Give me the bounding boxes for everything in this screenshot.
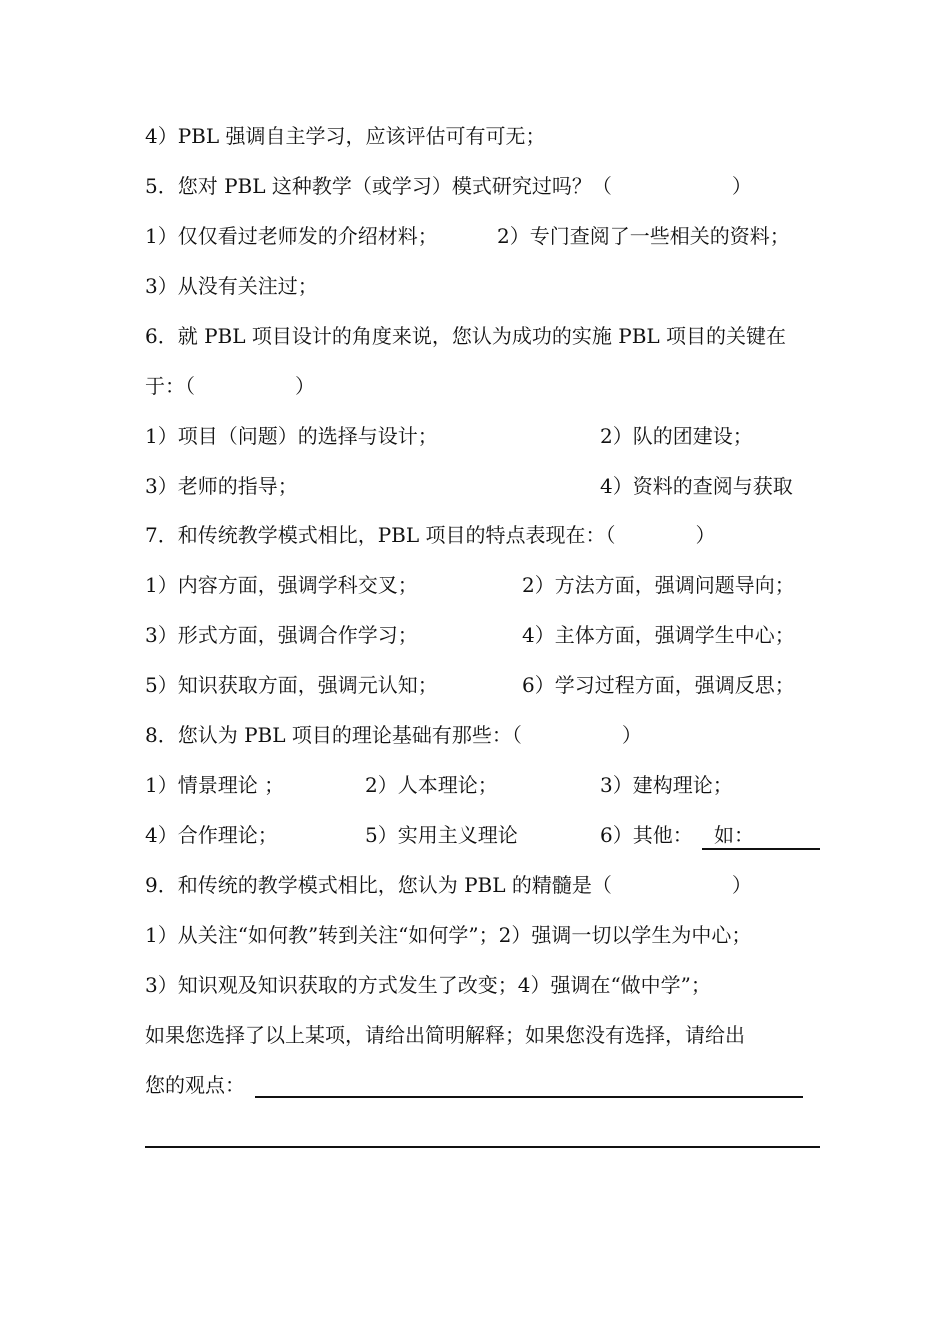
question-9-answer-blank-line-1[interactable]: [255, 1096, 803, 1098]
question-8-other-blank-line[interactable]: [702, 848, 820, 850]
question-7-stem: 7．和传统教学模式相比，PBL 项目的特点表现在：（ ）: [145, 523, 716, 547]
question-4-option-4: 4）PBL 强调自主学习，应该评估可有可无；: [145, 124, 546, 148]
question-5-option-2: 2）专门查阅了一些相关的资料；: [497, 224, 790, 248]
question-7-option-1: 1）内容方面，强调学科交叉；: [145, 573, 418, 597]
question-6-option-1: 1）项目（问题）的选择与设计；: [145, 424, 438, 448]
question-9-opinion-label: 您的观点：: [145, 1073, 245, 1097]
question-7-option-5: 5）知识获取方面，强调元认知；: [145, 673, 438, 697]
question-8-option-2: 2）人本理论；: [365, 773, 498, 797]
question-6-option-4: 4）资料的查阅与获取: [600, 474, 793, 498]
question-7-option-4: 4）主体方面，强调学生中心；: [522, 623, 795, 647]
question-8-stem: 8．您认为 PBL 项目的理论基础有那些：（ ）: [145, 723, 642, 747]
question-9-stem: 9．和传统的教学模式相比，您认为 PBL 的精髓是（ ）: [145, 873, 752, 897]
question-8-other-example: 如：: [714, 823, 754, 847]
question-5-option-1: 1）仅仅看过老师发的介绍材料；: [145, 224, 438, 248]
question-9-options-line-1: 1）从关注“如何教”转到关注“如何学”；2）强调一切以学生为中心；: [145, 923, 752, 947]
question-5-option-3: 3）从没有关注过；: [145, 274, 318, 298]
question-9-answer-blank-line-2[interactable]: [145, 1146, 820, 1148]
question-7-option-6: 6）学习过程方面，强调反思；: [522, 673, 795, 697]
question-5-stem: 5．您对 PBL 这种教学（或学习）模式研究过吗？（ ）: [145, 174, 752, 198]
question-7-option-2: 2）方法方面，强调问题导向；: [522, 573, 795, 597]
question-8-option-3: 3）建构理论；: [600, 773, 733, 797]
question-6-option-2: 2）队的团建设；: [600, 424, 753, 448]
question-8-option-1: 1）情景理论 ；: [145, 773, 285, 797]
question-6-stem-line-2: 于：（ ）: [145, 374, 315, 398]
question-7-option-3: 3）形式方面，强调合作学习；: [145, 623, 418, 647]
question-6-stem-line-1: 6．就 PBL 项目设计的角度来说，您认为成功的实施 PBL 项目的关键在: [145, 324, 787, 348]
question-8-option-6: 6）其他：: [600, 823, 693, 847]
question-9-instruction: 如果您选择了以上某项，请给出简明解释；如果您没有选择，请给出: [145, 1023, 745, 1047]
question-9-options-line-2: 3）知识观及知识获取的方式发生了改变；4）强调在“做中学”；: [145, 973, 711, 997]
question-6-option-3: 3）老师的指导；: [145, 474, 298, 498]
question-8-option-4: 4）合作理论；: [145, 823, 278, 847]
question-8-option-5: 5）实用主义理论: [365, 823, 518, 847]
